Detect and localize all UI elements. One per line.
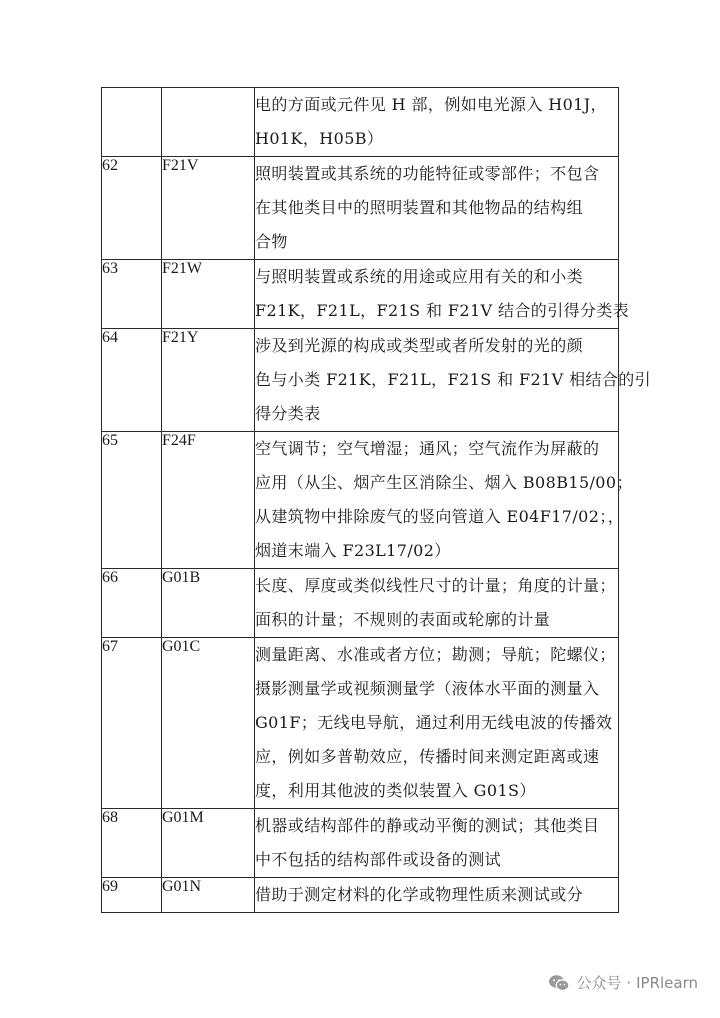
description-line: 应，例如多普勒效应，传播时间来测定距离或速 — [255, 747, 600, 766]
description-line: 空气调节；空气增湿；通风；空气流作为屏蔽的 — [255, 439, 600, 458]
row-number: 69 — [102, 878, 162, 913]
classification-code: F21V — [162, 157, 255, 260]
description-line: 度，利用其他波的类似装置入 G01S） — [255, 781, 536, 800]
table-row — [102, 329, 619, 432]
row-number — [102, 88, 162, 157]
classification-description — [255, 809, 619, 878]
classification-code: G01B — [162, 569, 255, 638]
watermark-name: IPRlearn — [636, 973, 698, 992]
description-line: 与照明装置或系统的用途或应用有关的和小类 — [255, 267, 584, 286]
description-line: 涉及到光源的构成或类型或者所发射的光的颜 — [255, 336, 584, 355]
table-row — [102, 638, 619, 809]
table-body — [102, 88, 652, 913]
table-row — [102, 88, 619, 157]
table-row — [102, 157, 619, 260]
classification-description — [255, 432, 633, 569]
description-line: 面积的计量；不规则的表面或轮廓的计量 — [255, 610, 551, 629]
description-line: F21K，F21L，F21S 和 F21V 结合的引得分类表 — [255, 301, 630, 320]
description-line: G01F；无线电导航，通过利用无线电波的传播效 — [255, 713, 613, 732]
classification-description — [255, 638, 619, 809]
description-line: 测量距离、水准或者方位；勘测；导航；陀螺仪； — [255, 645, 616, 664]
row-number: 62 — [102, 157, 162, 260]
description-line: H01K，H05B） — [255, 129, 384, 148]
watermark-separator: · — [626, 973, 632, 992]
classification-code: F24F — [162, 432, 255, 569]
description-line: 照明装置或其系统的功能特征或零部件；不包含 — [255, 164, 600, 183]
wechat-icon — [548, 974, 570, 992]
row-number: 64 — [102, 329, 162, 432]
description-line: 长度、厚度或类似线性尺寸的计量；角度的计量； — [255, 576, 616, 595]
classification-description — [255, 329, 652, 432]
description-line: 烟道末端入 F23L17/02） — [255, 541, 451, 560]
table-row — [102, 432, 619, 569]
description-line: 得分类表 — [255, 404, 321, 423]
description-line: 合物 — [255, 232, 288, 251]
description-line: 在其他类目中的照明装置和其他物品的结构组 — [255, 198, 584, 217]
description-line: 应用（从尘、烟产生区消除尘、烟入 B08B15/00； — [255, 473, 633, 492]
classification-code: G01C — [162, 638, 255, 809]
classification-description — [255, 260, 630, 329]
table-row — [102, 569, 619, 638]
row-number: 65 — [102, 432, 162, 569]
description-line: 从建筑物中排除废气的竖向管道入 E04F17/02；， — [255, 507, 625, 526]
description-line: 电的方面或元件见 H 部，例如电光源入 H01J， — [255, 95, 607, 114]
table-row — [102, 260, 619, 329]
classification-description — [255, 878, 619, 913]
description-line: 机器或结构部件的静或动平衡的测试；其他类目 — [255, 816, 600, 835]
classification-code — [162, 88, 255, 157]
classification-code: G01M — [162, 809, 255, 878]
row-number: 67 — [102, 638, 162, 809]
description-line: 色与小类 F21K，F21L，F21S 和 F21V 相结合的引 — [255, 370, 652, 389]
row-number: 66 — [102, 569, 162, 638]
description-line: 中不包括的结构部件或设备的测试 — [255, 850, 502, 869]
row-number: 63 — [102, 260, 162, 329]
classification-code: G01N — [162, 878, 255, 913]
row-number: 68 — [102, 809, 162, 878]
classification-table — [101, 87, 652, 913]
description-line: 借助于测定材料的化学或物理性质来测试或分 — [255, 885, 584, 904]
watermark — [548, 972, 698, 993]
watermark-account-label: 公众号 — [576, 974, 622, 992]
table-row — [102, 878, 619, 913]
classification-code: F21Y — [162, 329, 255, 432]
description-line: 摄影测量学或视频测量学（液体水平面的测量入 — [255, 679, 600, 698]
table-row — [102, 809, 619, 878]
classification-description — [255, 88, 619, 157]
classification-description — [255, 569, 619, 638]
classification-description — [255, 157, 619, 260]
classification-code: F21W — [162, 260, 255, 329]
